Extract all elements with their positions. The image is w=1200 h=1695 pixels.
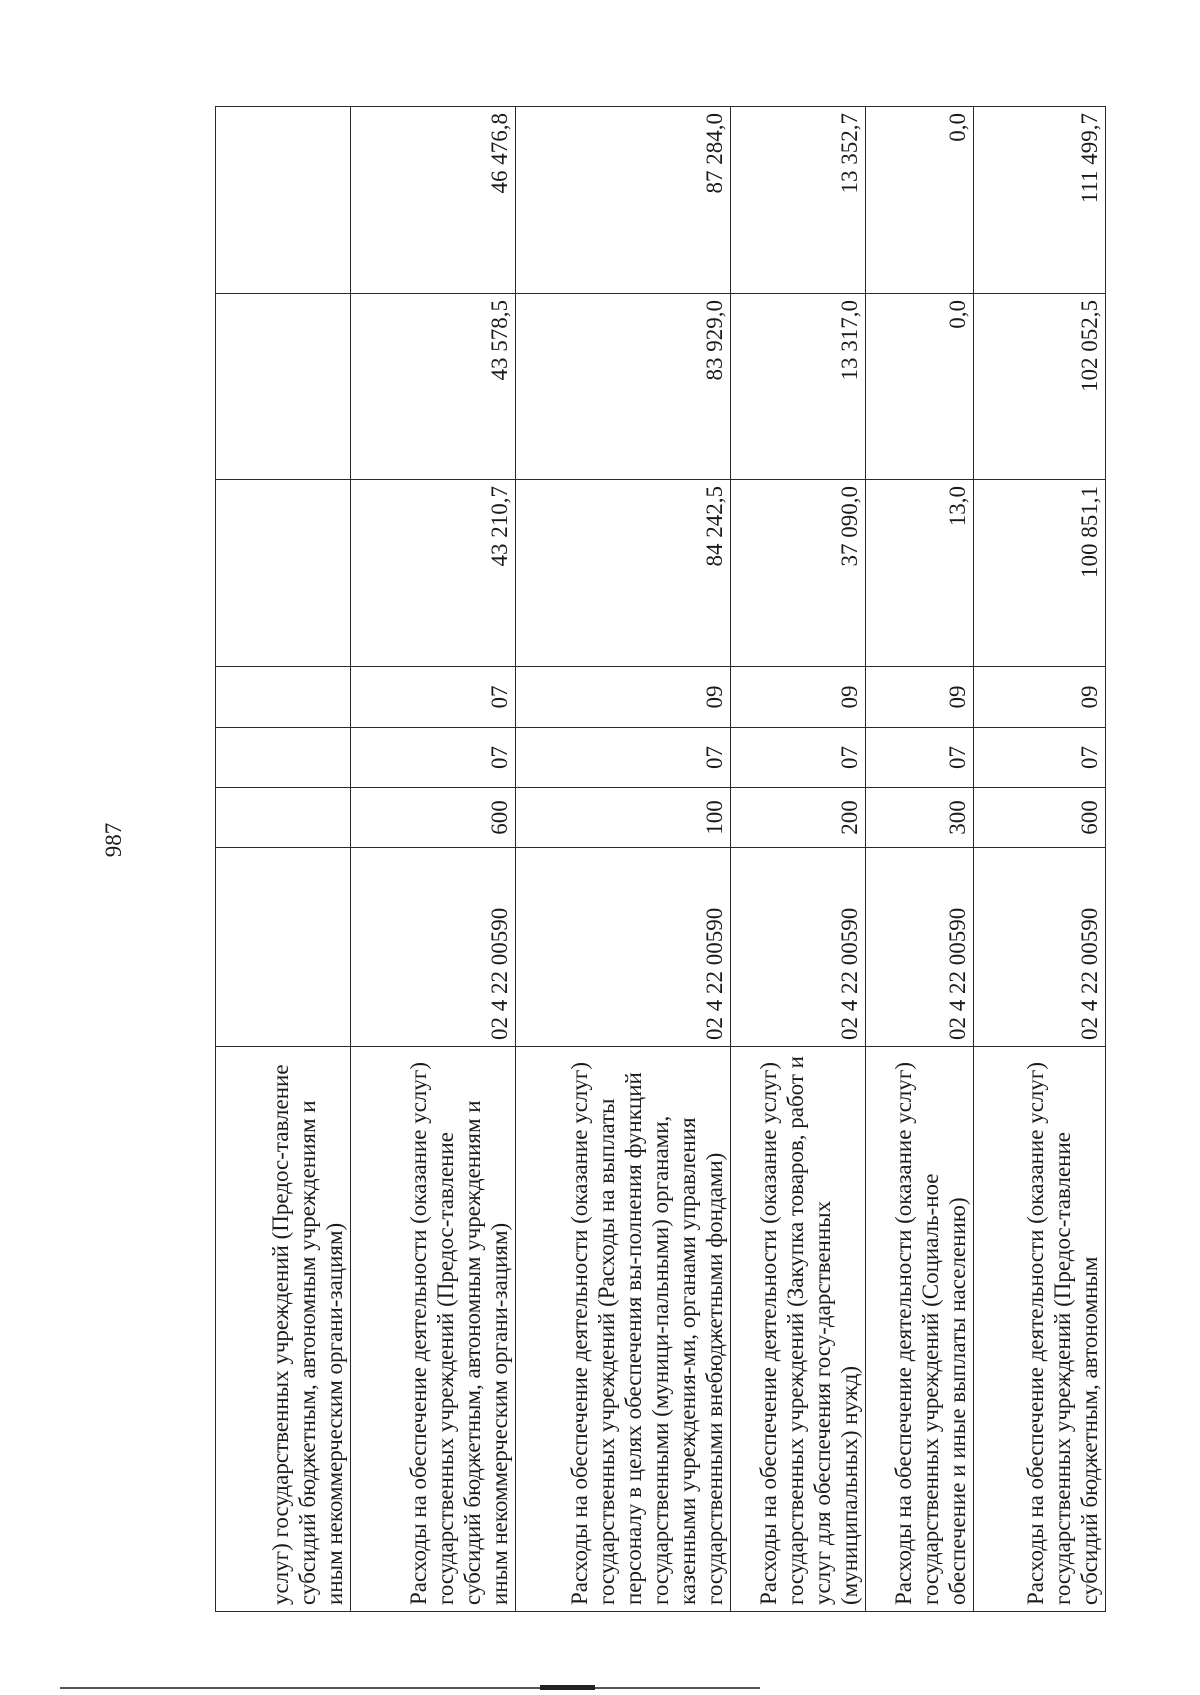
expense-type-code: 200 bbox=[731, 788, 866, 848]
amount-year-3: 87 284,0 bbox=[516, 107, 731, 294]
amount-year-1: 84 242,5 bbox=[516, 480, 731, 667]
expense-type-code bbox=[216, 788, 351, 848]
amount-year-1: 13,0 bbox=[866, 480, 974, 667]
amount-year-3 bbox=[216, 107, 351, 294]
amount-year-1 bbox=[216, 480, 351, 667]
subsection-code: 09 bbox=[731, 667, 866, 728]
scan-edge-line bbox=[60, 1687, 760, 1689]
section-code: 07 bbox=[866, 728, 974, 788]
section-code: 07 bbox=[974, 728, 1106, 788]
subsection-code bbox=[216, 667, 351, 728]
expense-description: Расходы на обеспечение деятельности (оказание услуг) государственных учреждений (Социаль-ное обеспечение и иные выплаты населению) bbox=[866, 1047, 974, 1612]
amount-year-2: 0,0 bbox=[866, 294, 974, 480]
subsection-code: 07 bbox=[351, 667, 516, 728]
section-code: 07 bbox=[351, 728, 516, 788]
expense-description: Расходы на обеспечение деятельности (оказание услуг) государственных учреждений (Предос-тавление субсидий бюджетным, автономным учреждениям и иным некоммерческим органи-зациям) bbox=[351, 1047, 516, 1612]
scan-edge-mark bbox=[540, 1685, 595, 1690]
expense-type-code: 100 bbox=[516, 788, 731, 848]
table-row bbox=[974, 107, 1106, 1612]
page-number: 987 bbox=[101, 822, 126, 858]
rotated-table-wrapper bbox=[215, 107, 1105, 1612]
section-code bbox=[216, 728, 351, 788]
target-article-code: 02 4 22 00590 bbox=[974, 848, 1106, 1047]
expense-description: Расходы на обеспечение деятельности (оказание услуг) государственных учреждений (Предос-тавление субсидий бюджетным, автономным bbox=[974, 1047, 1106, 1612]
amount-year-1: 43 210,7 bbox=[351, 480, 516, 667]
amount-year-1: 100 851,1 bbox=[974, 480, 1106, 667]
table-row bbox=[516, 107, 731, 1612]
table-row bbox=[866, 107, 974, 1612]
amount-year-3: 111 499,7 bbox=[974, 107, 1106, 294]
target-article-code bbox=[216, 848, 351, 1047]
expense-description: услуг) государственных учреждений (Предос-тавление субсидий бюджетным, автономным учреждениям и иным некоммерческим органи-зациям) bbox=[216, 1047, 351, 1612]
target-article-code: 02 4 22 00590 bbox=[731, 848, 866, 1047]
amount-year-3: 13 352,7 bbox=[731, 107, 866, 294]
subsection-code: 09 bbox=[516, 667, 731, 728]
expense-type-code: 600 bbox=[351, 788, 516, 848]
budget-table bbox=[215, 106, 1106, 1612]
table-row bbox=[216, 107, 351, 1612]
amount-year-2: 43 578,5 bbox=[351, 294, 516, 480]
expense-type-code: 600 bbox=[974, 788, 1106, 848]
target-article-code: 02 4 22 00590 bbox=[351, 848, 516, 1047]
target-article-code: 02 4 22 00590 bbox=[516, 848, 731, 1047]
expense-description: Расходы на обеспечение деятельности (оказание услуг) государственных учреждений (Расходы на выплаты персоналу в целях обеспечения вы-полнения функций государственными (муници-пальными) органами, казенными учреждения-ми, органами управления государственными внебюджетными фондами) bbox=[516, 1047, 731, 1612]
amount-year-2: 83 929,0 bbox=[516, 294, 731, 480]
amount-year-1: 37 090,0 bbox=[731, 480, 866, 667]
amount-year-3: 46 476,8 bbox=[351, 107, 516, 294]
subsection-code: 09 bbox=[866, 667, 974, 728]
amount-year-2 bbox=[216, 294, 351, 480]
section-code: 07 bbox=[731, 728, 866, 788]
amount-year-2: 102 052,5 bbox=[974, 294, 1106, 480]
amount-year-2: 13 317,0 bbox=[731, 294, 866, 480]
target-article-code: 02 4 22 00590 bbox=[866, 848, 974, 1047]
section-code: 07 bbox=[516, 728, 731, 788]
amount-year-3: 0,0 bbox=[866, 107, 974, 294]
table-row bbox=[731, 107, 866, 1612]
subsection-code: 09 bbox=[974, 667, 1106, 728]
expense-type-code: 300 bbox=[866, 788, 974, 848]
table-row bbox=[351, 107, 516, 1612]
expense-description: Расходы на обеспечение деятельности (оказание услуг) государственных учреждений (Закупка товаров, работ и услуг для обеспечения госу-дарственных (муниципальных) нужд) bbox=[731, 1047, 866, 1612]
